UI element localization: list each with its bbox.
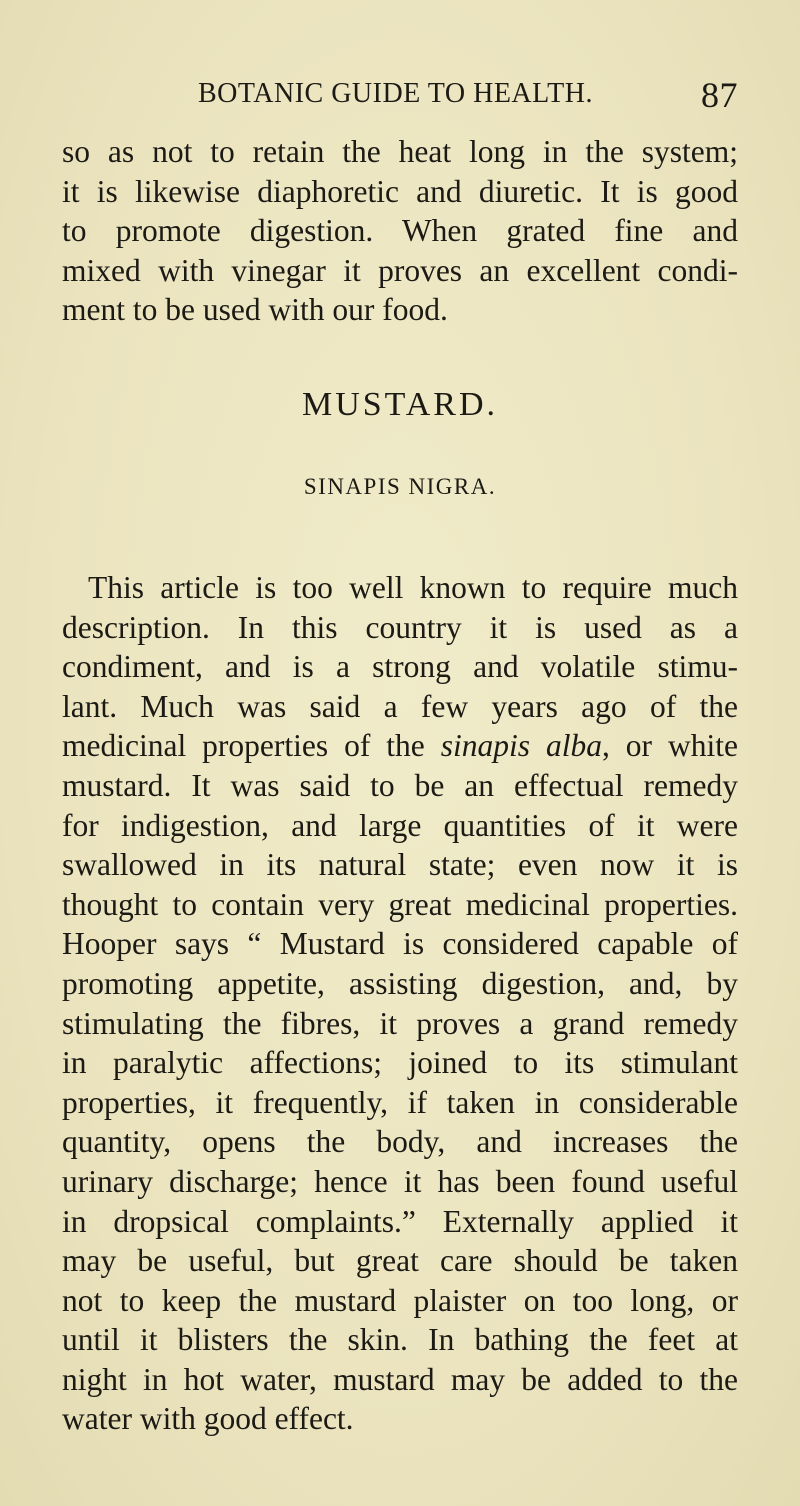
text-line: swallowed in its natural state; even now it is: [62, 847, 738, 883]
text-line: quantity, opens the body, and increases the: [62, 1124, 738, 1160]
running-head: [198, 75, 748, 118]
text-line: ment to be used with our food.: [62, 292, 448, 328]
text-line: description. In this country it is used as a: [62, 609, 738, 645]
section-heading: MUSTARD.: [301, 386, 499, 423]
text-fragment: , or white: [601, 728, 738, 764]
section-subheading: SINAPIS NIGRA.: [303, 474, 497, 499]
text-line: in dropsical complaints.” Externally applied it: [62, 1203, 738, 1239]
text-line: urinary discharge; hence it has been found useful: [62, 1163, 738, 1199]
text-line: not to keep the mustard plaister on too long, or: [62, 1282, 738, 1318]
text-line: water with good effect.: [62, 1401, 354, 1437]
text-line: mustard. It was said to be an effectual remedy: [62, 767, 738, 803]
mustard-paragraph: [62, 568, 738, 1439]
text-line: night in hot water, mustard may be added to the: [62, 1361, 738, 1397]
text-line: thought to contain very great medicinal properties.: [62, 886, 738, 922]
text-line: promoting appetite, assisting digestion, and, by: [62, 965, 738, 1001]
text-line: condiment, and is a strong and volatile stimu-: [62, 649, 738, 685]
text-line: properties, it frequently, if taken in considerable: [62, 1084, 738, 1120]
text-line: it is likewise diaphoretic and diuretic. It is good: [62, 173, 738, 209]
text-line: Hooper says “ Mustard is considered capable of: [62, 926, 738, 962]
page-number: 87: [701, 75, 738, 115]
text-line: lant. Much was said a few years ago of the: [62, 688, 738, 724]
text-fragment: medicinal properties of the: [62, 728, 425, 764]
text-line: This article is too well known to require much: [88, 570, 738, 605]
text-line: to promote digestion. When grated fine and: [62, 213, 738, 249]
italic-term: sinapis alba: [440, 728, 602, 764]
text-line: until it blisters the skin. In bathing the feet at: [62, 1322, 738, 1358]
text-line: so as not to retain the heat long in the system;: [62, 134, 738, 169]
continuation-paragraph: [62, 132, 738, 330]
text-line: mixed with vinegar it proves an excellent condi-: [62, 252, 738, 288]
text-line: in paralytic affections; joined to its stimulant: [62, 1045, 738, 1081]
text-line: may be useful, but great care should be taken: [62, 1243, 738, 1279]
text-line: stimulating the fibres, it proves a grand remedy: [62, 1005, 738, 1041]
running-title: BOTANIC GUIDE TO HEALTH.: [198, 78, 594, 109]
text-line: for indigestion, and large quantities of it were: [62, 807, 738, 843]
text-line: [62, 726, 738, 766]
